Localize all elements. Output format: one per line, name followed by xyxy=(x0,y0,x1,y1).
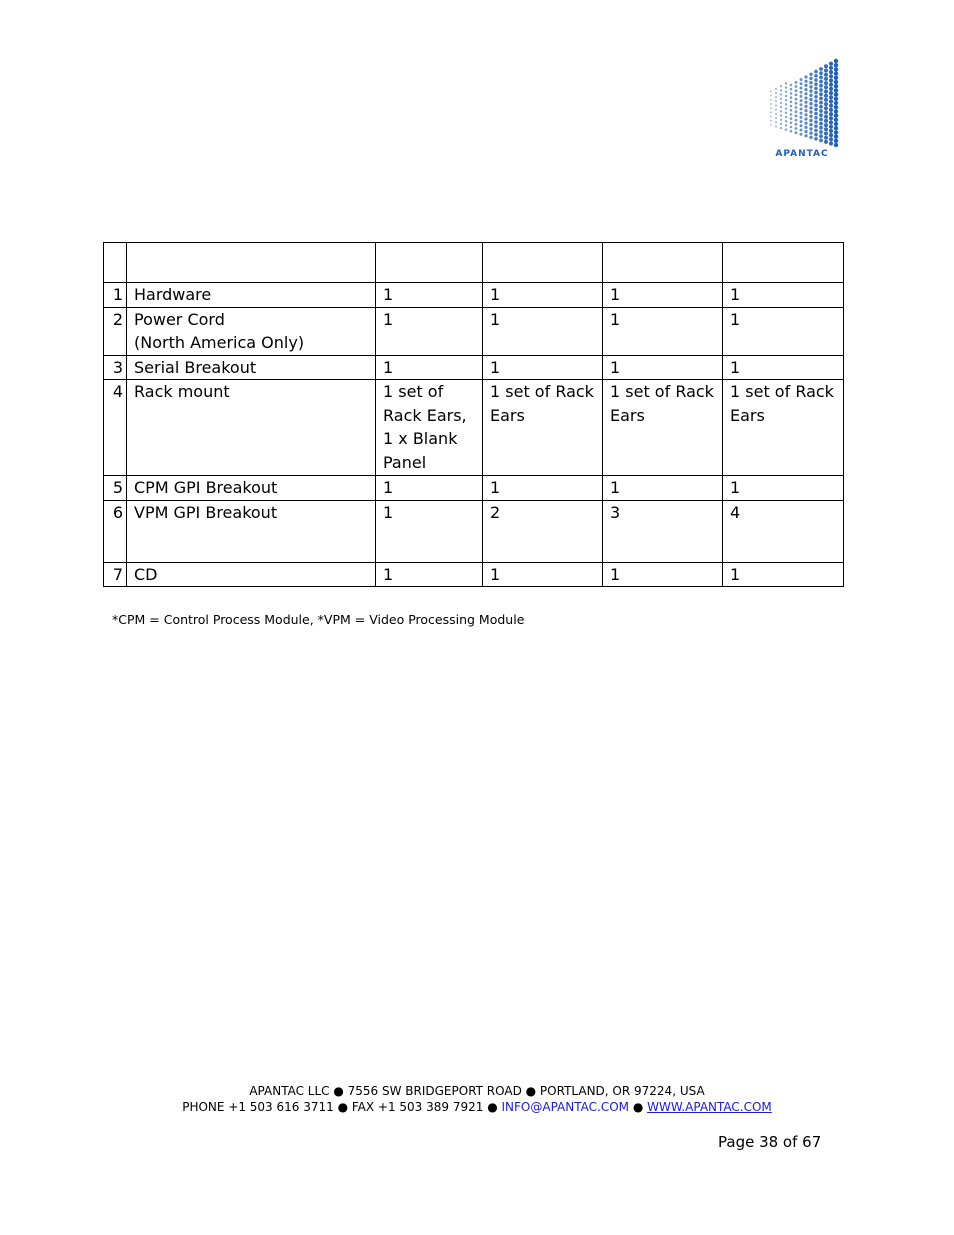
logo-dot-graphic xyxy=(764,57,840,149)
cell-line: CPM GPI Breakout xyxy=(134,478,278,497)
cell-line: Ears xyxy=(610,405,645,425)
footer-email-link[interactable]: INFO@APANTAC.COM xyxy=(501,1100,629,1114)
quantity-cell xyxy=(376,562,483,587)
row-number-cell: 2 xyxy=(104,307,127,355)
quantity-cell xyxy=(723,307,844,355)
table-body xyxy=(104,243,844,587)
item-cell xyxy=(127,562,376,587)
item-cell xyxy=(127,476,376,501)
footer-contact-prefix: PHONE +1 503 616 3711 ● FAX +1 503 389 7921 ● xyxy=(182,1100,502,1114)
cell-line: 1 set of Rack xyxy=(730,382,834,401)
quantity-cell xyxy=(603,307,723,355)
cell-line: 1 set of Rack xyxy=(610,382,714,401)
cell-line: Rack Ears, xyxy=(383,405,467,425)
header-cell xyxy=(127,243,376,283)
quantity-cell xyxy=(376,380,483,476)
quantity-cell xyxy=(723,283,844,308)
quantity-cell xyxy=(603,500,723,562)
cell-line: 1 xyxy=(383,478,394,497)
cell-line: 1 xyxy=(730,357,741,377)
cell-line: 1 x Blank xyxy=(383,429,458,448)
cell-line: Ears xyxy=(490,405,525,425)
cell-line: 1 xyxy=(383,309,394,329)
quantity-cell xyxy=(483,500,603,562)
quantity-cell xyxy=(376,307,483,355)
table-row xyxy=(104,476,844,501)
table-row xyxy=(104,380,844,476)
cell-line: Serial Breakout xyxy=(134,357,257,377)
table-row xyxy=(104,283,844,308)
cell-line: Panel xyxy=(383,452,427,472)
cell-line: 1 xyxy=(610,478,621,497)
header-cell xyxy=(723,243,844,283)
cell-line: 1 set of xyxy=(383,382,444,401)
footer-address: APANTAC LLC ● 7556 SW BRIDGEPORT ROAD ● PORTLAND, OR 97224, USA xyxy=(249,1084,705,1098)
quantity-cell xyxy=(723,476,844,501)
cell-line: 1 xyxy=(730,285,741,304)
cell-line: 1 xyxy=(383,357,394,377)
cell-line: 1 xyxy=(730,564,741,584)
row-number-cell: 6 xyxy=(104,500,127,562)
quantity-cell xyxy=(483,283,603,308)
row-number-cell: 7 xyxy=(104,562,127,587)
quantity-cell xyxy=(603,283,723,308)
cell-line: Ears xyxy=(730,405,765,425)
quantity-cell xyxy=(376,283,483,308)
cell-line: 1 xyxy=(490,564,501,584)
quantity-cell xyxy=(603,355,723,380)
table-row xyxy=(104,562,844,587)
item-cell xyxy=(127,307,376,355)
cell-line: 1 xyxy=(383,285,394,304)
quantity-cell xyxy=(603,380,723,476)
cell-line: VPM GPI Breakout xyxy=(134,502,278,522)
item-cell xyxy=(127,283,376,308)
logo-text: APANTAC xyxy=(775,149,829,159)
item-cell xyxy=(127,380,376,476)
page-number: Page 38 of 67 xyxy=(718,1133,822,1151)
footer-contact xyxy=(0,1099,954,1115)
quantity-cell xyxy=(483,307,603,355)
quantity-cell xyxy=(483,476,603,501)
table-header-row xyxy=(104,243,844,283)
footer-separator: ● xyxy=(629,1100,648,1114)
cell-line: 1 xyxy=(610,357,621,377)
quantity-cell xyxy=(603,476,723,501)
row-number-cell: 1 xyxy=(104,283,127,308)
table-row xyxy=(104,500,844,562)
packing-list-table xyxy=(103,242,844,587)
quantity-cell xyxy=(723,562,844,587)
cell-line: 4 xyxy=(730,502,741,522)
cell-line: 1 xyxy=(610,309,621,329)
cell-line: 1 xyxy=(383,564,394,584)
quantity-cell xyxy=(723,355,844,380)
cell-line: 1 set of Rack xyxy=(490,382,594,401)
cell-line: Rack mount xyxy=(134,382,230,401)
cell-line: 2 xyxy=(490,502,501,522)
header-cell xyxy=(376,243,483,283)
cell-line: 1 xyxy=(730,309,741,329)
cell-line: 1 xyxy=(383,502,394,522)
page-footer xyxy=(0,1083,954,1115)
cell-line: 1 xyxy=(610,285,621,304)
quantity-cell xyxy=(723,380,844,476)
quantity-cell xyxy=(603,562,723,587)
cell-line: 1 xyxy=(610,564,621,584)
cell-line: CD xyxy=(134,564,158,584)
header-cell xyxy=(603,243,723,283)
cell-line: 1 xyxy=(490,478,501,497)
item-cell xyxy=(127,355,376,380)
table-row xyxy=(104,355,844,380)
cell-line: Power Cord xyxy=(134,309,225,329)
row-number-cell: 4 xyxy=(104,380,127,476)
quantity-cell xyxy=(376,500,483,562)
quantity-cell xyxy=(483,562,603,587)
row-number-cell: 5 xyxy=(104,476,127,501)
cell-line: 1 xyxy=(490,285,501,304)
apantac-logo xyxy=(764,57,840,165)
cell-line: 1 xyxy=(490,357,501,377)
quantity-cell xyxy=(483,355,603,380)
cell-line: 1 xyxy=(490,309,501,329)
quantity-cell xyxy=(723,500,844,562)
cell-line: 1 xyxy=(730,478,741,497)
abbreviation-note: *CPM = Control Process Module, *VPM = Video Processing Module xyxy=(112,612,525,627)
cell-line: 3 xyxy=(610,502,621,522)
row-number-cell: 3 xyxy=(104,355,127,380)
header-cell xyxy=(104,243,127,283)
quantity-cell xyxy=(483,380,603,476)
quantity-cell xyxy=(376,355,483,380)
header-cell xyxy=(483,243,603,283)
footer-website-link[interactable]: WWW.APANTAC.COM xyxy=(647,1100,772,1114)
cell-line: Hardware xyxy=(134,285,212,304)
table-row xyxy=(104,307,844,355)
item-cell xyxy=(127,500,376,562)
cell-line: (North America Only) xyxy=(134,333,305,352)
quantity-cell xyxy=(376,476,483,501)
